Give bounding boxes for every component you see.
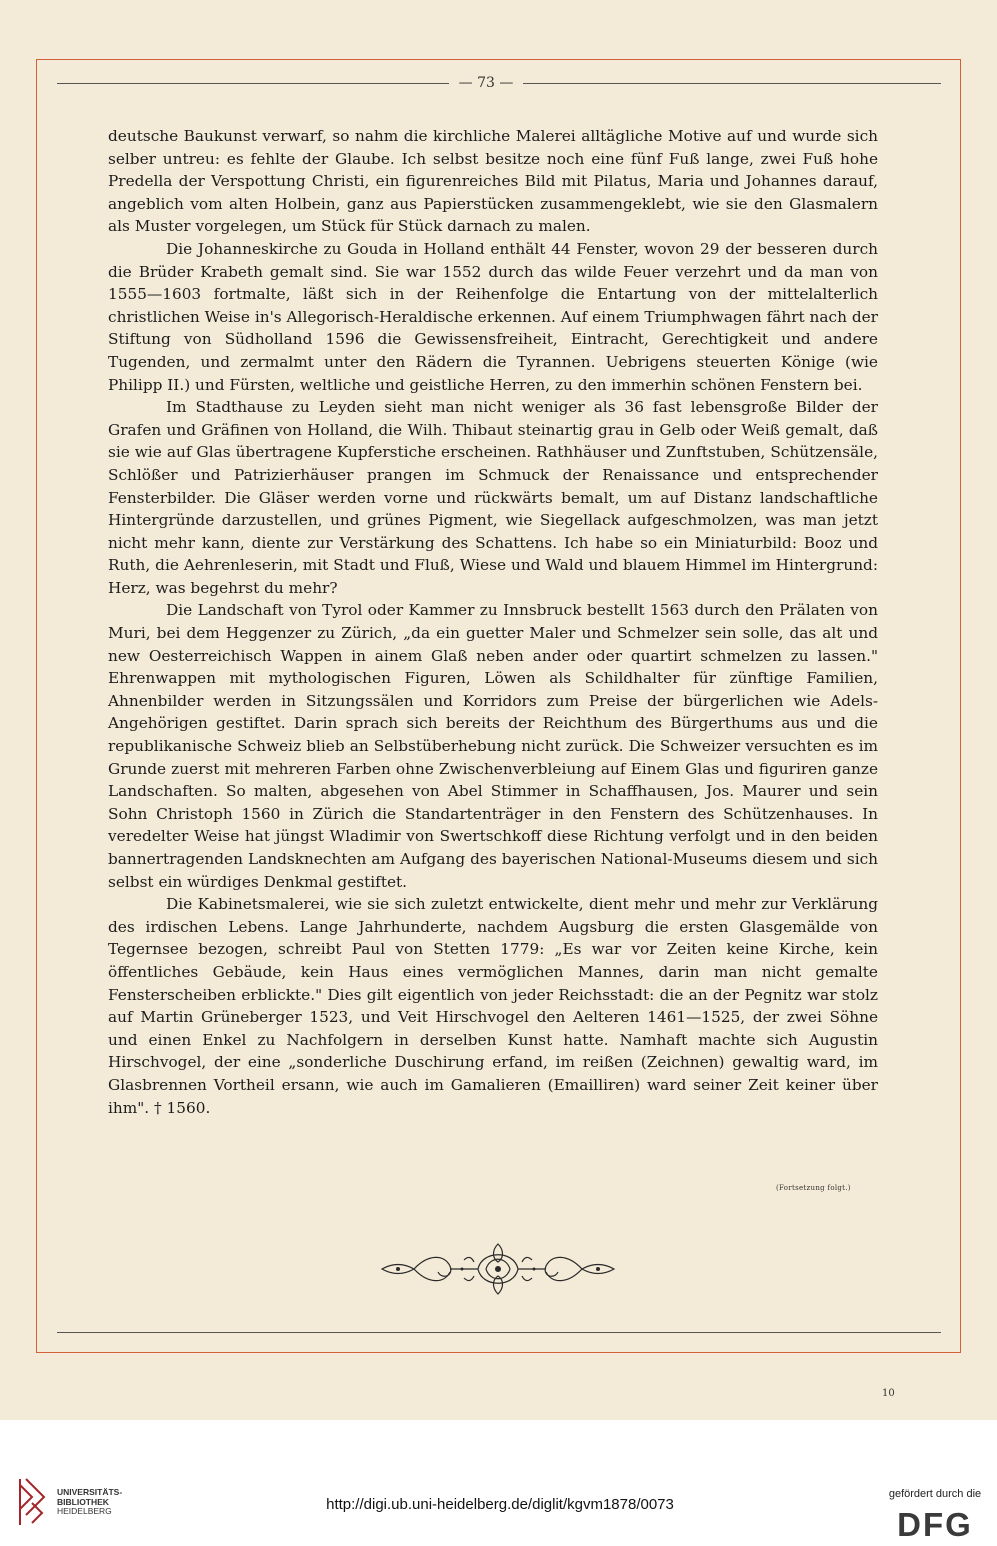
header-rule-right (523, 83, 941, 84)
sheet-number: 10 (882, 1388, 895, 1399)
ornament-vignette-icon (378, 1240, 618, 1298)
dfg-logo-text: DFG (897, 1508, 973, 1538)
paragraph-1: deutsche Baukunst verwarf, so nahm die kirchliche Malerei alltägliche Motive auf und wurde sich selber untreu: es fehlte der Glaube. Ich selbst besitze noch eine fünf Fuß lange, zwei Fuß hohe Predella der Verspottung Christi, ein figurenreiches Bild mit Pilatus, Maria und Johannes darauf, angeblich vom alten Holbein, ganz aus Papierstücken zusammengeklebt, wie sie den Glasmalern als Muster vorgelegen, um Stück für Stück darnach zu malen. (108, 127, 878, 236)
library-line-2: BIBLIOTHEK (57, 1496, 109, 1507)
paragraph-4: Die Landschaft von Tyrol oder Kammer zu Innsbruck bestellt 1563 durch den Prälaten von Muri, bei dem Heggenzer zu Zürich, „da ein guetter Maler und Schmelzer sein solle, das alt und new Oesterreichisch Wappen in ainem Glaß neben ander oder quartirt schmelzen zu lassen." Ehrenwappen mit mythologischen Figuren, Löwen als Schildhalter für zünftige Familien, Ahnenbilder werden in Sitzungssälen und Korridors zum Preise der bürgerlichen wie Adels-Angehörigen gestiftet. Darin sprach sich bereits der Reichthum des Bürgerthums aus und die republikanische Schweiz blieb an Selbstüberhebung nicht zurück. Die Schweizer versuchten es im Grunde zuerst mit mehreren Farben ohne Zwischenverbleiung auf Einem Glas und figuriren ganze Landschaften. So malten, abgesehen von Abel Stimmer in Schaffhausen, Jos. Maurer und sein Sohn Christoph 1560 in Zürich die Standartenträger in den Fenstern des Schützenhauses. In veredelter Weise hat jüngst Wladimir von Swertschkoff diese Richtung verfolgt und in den beiden bannertragenden Landsknechten am Aufgang des bayerischen National-Museums diesem und sich selbst ein würdiges Denkmal gestiftet. (108, 601, 878, 891)
bottom-rule (57, 1332, 941, 1333)
paragraph-3: Im Stadthause zu Leyden sieht man nicht weniger als 36 fast lebensgroße Bilder der Grafen und Gräfinen von Holland, die Wilh. Thibaut steinartig grau in Gelb oder Weiß gemalt, daß sie wie auf Glas übertragene Kupferstiche erscheinen. Rathhäuser und Zunftstuben, Schützensäle, Schlößer und Patrizierhäuser prangen im Schmuck der Renaissance und entsprechender Fensterbilder. Die Gläser werden vorne und rückwärts bemalt, um auf Distanz landschaftliche Hintergründe darzustellen, und grünes Pigment, wie Siegellack aufgeschmolzen, was man jetzt nicht mehr kann, diente zur Verstärkung des Schattens. Ich habe so ein Miniaturbild: Booz und Ruth, die Aehrenleserin, mit Stadt und Fluß, Wiese und Wald und blauem Himmel im Hintergrund: Herz, was begehrst du mehr? (108, 398, 878, 597)
digital-copy-link[interactable]: http://digi.ub.uni-heidelberg.de/diglit/kgvm1878/0073 (326, 1496, 674, 1513)
university-library-name (57, 1488, 122, 1517)
article-body (108, 125, 878, 1119)
dfg-logo-icon (883, 1508, 988, 1538)
header-rule-left (57, 83, 449, 84)
page-number: — 73 — (458, 75, 514, 91)
paragraph-2: Die Johanneskirche zu Gouda in Holland enthält 44 Fenster, wovon 29 der besseren durch die Brüder Krabeth gemalt sind. Sie war 1552 durch das wilde Feuer verzehrt und da man von 1555—1603 fortmalte, läßt sich in der Reihenfolge die Entartung von der mittelalterlich christlichen Weise in's Allegorisch-Heraldische erkennen. Auf einem Triumphwagen fährt nach der Stiftung von Südholland 1596 die Gewissensfreiheit, Eintracht, Gerechtigkeit und andere Tugenden, und zermalmt unter den Rädern die Tyrannen. Uebrigens steuerten Könige (wie Philipp II.) und Fürsten, weltliche und geistliche Herren, zu den immerhin schönen Fenstern bei. (108, 239, 878, 394)
library-line-3: HEIDELBERG (57, 1506, 112, 1516)
paragraph-5: Die Kabinetsmalerei, wie sie sich zuletzt entwickelte, dient mehr und mehr zur Verklärung des irdischen Lebens. Lange Jahrhunderte, nachdem Augsburg die ersten Glasgemälde von Tegernsee bezogen, schreibt Paul von Stetten 1779: „Es war vor Zeiten keine Kirche, kein öffentliches Gebäude, kein Haus eines vermöglichen Mannes, darin man nicht gemalte Fensterscheiben erblickte." Dies gilt eigentlich von jeder Reichsstadt: die an der Pegnitz war stolz auf Martin Grüneberger 1523, und Veit Hirschvogel den Aelteren 1461—1525, der zwei Söhne und einen Enkel zu Nachfolgern in derselben Kunst hatte. Namhaft machte sich Augustin Hirschvogel, der eine „sonderliche Duschirung erfand, im reißen (Zeichnen) gewaltig ward, im Glasbrennen Vortheil ersann, wie auch im Gamalieren (Emailliren) ward seiner Zeit keiner über ihm". † 1560. (108, 895, 878, 1117)
sponsor-caption: gefördert durch die (888, 1488, 982, 1500)
continuation-note: (Fortsetzung folgt.) (776, 1184, 851, 1192)
university-library-logo-icon (12, 1475, 52, 1529)
library-line-1: UNIVERSITÄTS- (57, 1487, 123, 1497)
digitization-footer (0, 1420, 997, 1546)
